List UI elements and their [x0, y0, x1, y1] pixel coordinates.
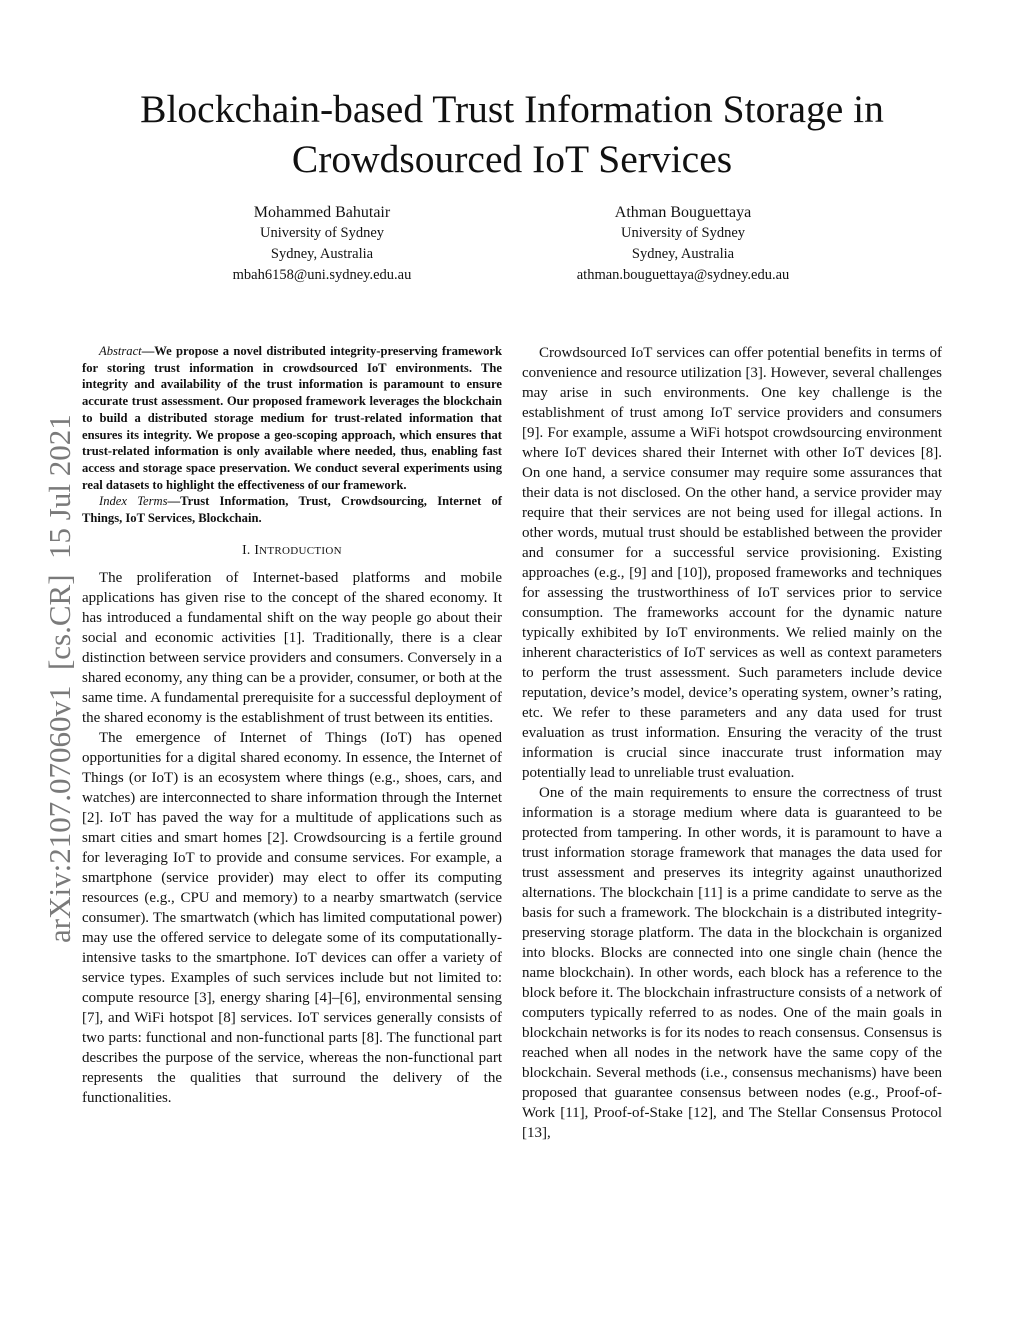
index-terms-label: Index Terms [99, 494, 168, 509]
intro-paragraph-4: One of the main requirements to ensure the correctness of trust information is a storage medium where data is guaranteed to be protected from tampering. In other words, it is paramount to have a trust information storage framework that manages the data used for trust assessment and preserves its integrity against unauthorized alternations. The blockchain [11] is a prime candidate to serve as the basis for such a framework. The blockchain is a distributed integrity-preserving storage platform. The data in the blockchain is organized into blocks. Blocks are connected into one single chain (hence the name blockchain). In other words, each block has a reference to the block before it. The blockchain infrastructure consists of a network of computers typically referred to as nodes. One of the main goals in blockchain networks is for its nodes to reach consensus. Consensus is reached when all nodes in the network have the same copy of the blockchain. Several methods (i.e., consensus mechanisms) have been proposed that guarantee consensus between nodes (e.g., Proof-of-Work [11], Proof-of-Stake [12], and The Stellar Consensus Protocol [13], [522, 785, 942, 1141]
author-1-name: Mohammed Bahutair [253, 204, 391, 221]
intro-paragraph-2: The emergence of Internet of Things (IoT) has opened opportunities for a digital shared economy. In essence, the Internet of Things (or IoT) is an ecosystem where things (e.g., shoes, cars, and watches) are interconnected to share information through the Internet [2]. IoT has paved the way for a multitude of applications such as smart cities and smart homes [2]. Crowdsourcing is a fertile ground for leveraging IoT to provide and consume services. For example, a smartphone (service provider) may elect to offer its computing resources (e.g., CPU and memory) to a nearby smartwatch (service consumer). The smartwatch (which has limited computational power) may use the offered service to delegate some of its computationally-intensive tasks to the smartphone. IoT devices can offer a variety of service types. Examples of such services include but not limited to: compute resource [3], energy sharing [4]–[6], environmental sensing [7], and WiFi hotspot [8] services. IoT services generally consists of two parts: functional and non-functional parts [8]. The functional part describes the purpose of the service, whereas the non-functional part represents the qualities that surround the delivery of the functionalities. [82, 729, 502, 1106]
abstract-label: Abstract [99, 344, 142, 358]
author-2 [533, 202, 833, 286]
paper-title: Blockchain-based Trust Information Storage in Crowdsourced IoT Services [140, 87, 884, 181]
index-terms [82, 493, 502, 526]
right-column [522, 343, 942, 1143]
author-1-email: mbah6158@uni.sydney.edu.au [232, 267, 412, 283]
author-1 [172, 202, 472, 286]
intro-paragraph-3: Crowdsourced IoT services can offer potential benefits in terms of convenience and resource utilization [3]. However, several challenges may arise in such environments. One key challenge is the establishment of trust among IoT service providers and consumers [9]. For example, assume a WiFi hotspot crowdsourcing environment where IoT devices shared their Internet with other IoT devices [8]. On one hand, a service consumer may require some assurances that their data is not disclosed. On the other hand, a service provider may require that their services are not being used for illegal actions. In other words, mutual trust should be established between the provider and consumer for a successful service provisioning. Existing approaches (e.g., [9] and [10]), proposed frameworks and techniques for assessing the trustworthiness of IoT services prior to service consumption. The frameworks account for the dynamic nature typically exhibited by IoT environments. We relied mainly on the inherent characteristics of IoT services as well as context parameters to perform the trust assessment. Such parameters include device reputation, device’s model, device’s operating system, owner’s rating, etc. We refer to these parameters and any data used for trust evaluation as trust information. Ensuring the veracity of the trust information is crucial since inaccurate trust information may potentially lead to unreliable trust evaluation. [522, 345, 942, 781]
left-column [82, 343, 502, 1108]
author-2-affiliation: University of Sydney [620, 225, 746, 241]
arxiv-stamp [28, 295, 88, 945]
author-2-name: Athman Bouguettaya [614, 204, 752, 221]
author-2-email: athman.bouguettaya@sydney.edu.au [576, 267, 790, 283]
arxiv-stamp-text: arXiv:2107.07060v1 [cs.CR] 15 Jul 2021 [42, 414, 77, 943]
author-1-affiliation: University of Sydney [259, 225, 385, 241]
author-2-location: Sydney, Australia [631, 246, 735, 262]
abstract [82, 343, 502, 493]
section-heading [82, 540, 502, 561]
section-number: I. [242, 541, 251, 557]
author-1-location: Sydney, Australia [270, 246, 374, 262]
intro-paragraph-1: The proliferation of Internet-based platforms and mobile applications has given rise to the concept of the shared economy. It has introduced a fundamental shift on the way people go about their social and economic activities [1]. Traditionally, there is a clear distinction between service providers and consumers. Conversely in a shared economy, any thing can be a provider, consumer, or both at the same time. A fundamental prerequisite for a successful deployment of the shared economy is the establishment of trust between its entities. [82, 569, 502, 726]
abstract-text: —We propose a novel distributed integrity-preserving framework for storing trust information in crowdsourced IoT environments. The integrity and availability of the trust information is paramount to ensure accurate trust assessment. Our proposed framework leverages the blockchain to build a distributed storage medium for trust-related information that ensures its integrity. We propose a geo-scoping approach, which ensures that trust-related information is only available where needed, thus, enabling fast access and storage space preservation. We conduct several experiments using real datasets to highlight the effectiveness of our framework. [82, 344, 502, 492]
index-terms-text: —Trust Information, Trust, Crowdsourcing, Internet of Things, IoT Services, Blockchain. [82, 494, 502, 526]
section-title-first: I [254, 541, 260, 557]
section-title-rest: NTRODUCTION [259, 544, 342, 557]
